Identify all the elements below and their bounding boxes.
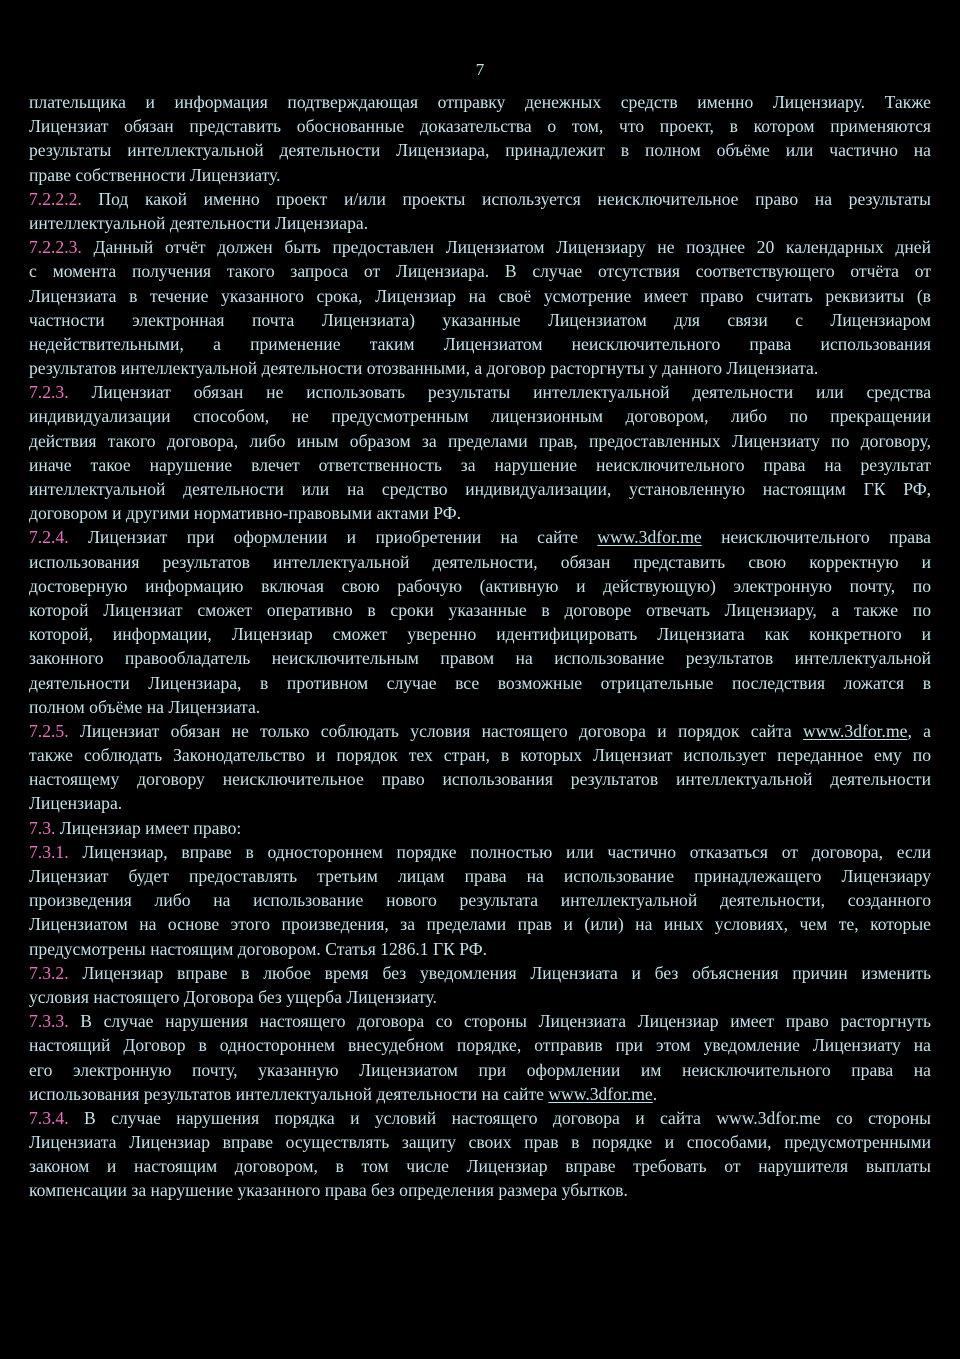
clause-number: 7.2.3.: [29, 382, 69, 403]
text-line: произведения либо на использование нового результата интеллектуальной деятельности, созданного: [29, 890, 931, 911]
clause-number: 7.2.4.: [29, 527, 69, 548]
text-line: [29, 1009, 931, 1033]
text-line: [29, 840, 931, 864]
text-line: недействительными, а применение таким Лицензиатом неисключительного права использования: [29, 333, 931, 354]
clause-number: 7.3.2.: [29, 962, 69, 983]
clause-7-2-4: [29, 525, 931, 719]
text-line: деятельности Лицензиара, в противном случае все возможные отрицательные последствия ложатся в: [29, 672, 931, 693]
text-line: результатов интеллектуальной деятельности отозванными, а договор расторгнуты у данного Лицензиата.: [29, 358, 819, 379]
clause-7-3-2: [29, 961, 931, 1009]
text-line: которой, информации, Лицензиар сможет уверенно идентифицировать Лицензиата как конкретного и: [29, 624, 931, 645]
text-line: [29, 380, 931, 404]
site-link[interactable]: www.3dfor.me: [597, 527, 702, 548]
clause-text: , а: [907, 720, 931, 741]
text-line: с момента получения такого запроса от Лицензиара. В случае отсутствия соответствующего отчёта от: [29, 261, 931, 282]
paragraph-continuation: [29, 90, 931, 187]
text-line: использования результатов интеллектуальной деятельности, обязан представить свою корректную и: [29, 551, 931, 572]
text-line: его электронную почту, указанную Лицензиатом при оформлении им неисключительного права на: [29, 1059, 931, 1080]
site-link[interactable]: www.3dfor.me: [548, 1083, 653, 1104]
clause-text: Лицензиат обязан не использовать результаты интеллектуальной деятельности или средства: [68, 382, 931, 403]
text-line: законом и настоящим договором, в том числе Лицензиар вправе требовать от нарушителя выплаты: [29, 1156, 931, 1177]
clause-7-2-2-3: [29, 235, 931, 380]
clause-text: Под какой именно проект и/или проекты используется неисключительное право на результаты: [81, 188, 931, 209]
clause-number: 7.3.: [29, 817, 56, 838]
text-line: [29, 961, 931, 985]
text-line: настоящему договору неисключительное право использования результатов интеллектуальной деятельности: [29, 769, 931, 790]
text-line: полном объёме на Лицензиата.: [29, 696, 261, 717]
clause-number: 7.3.4.: [29, 1107, 69, 1128]
text-line: [29, 1082, 931, 1106]
clause-number: 7.3.1.: [29, 841, 69, 862]
clause-text: В случае нарушения настоящего договора со стороны Лицензиата Лицензиар имеет право расторгнуть: [68, 1011, 931, 1032]
clause-7-3-1: [29, 840, 931, 961]
text-line: иначе такое нарушение влечет ответственность за нарушение неисключительного права на результат: [29, 454, 931, 475]
text-line: Лицензиат обязан представить обоснованные доказательства о том, что проект, в котором применяются: [29, 116, 931, 137]
site-link[interactable]: www.3dfor.me: [803, 720, 908, 741]
clause-text: неисключительного права: [701, 527, 931, 548]
text-line: интеллектуальной деятельности Лицензиара.: [29, 212, 369, 233]
text-line: [29, 235, 931, 259]
clause-text: Лицензиат при оформлении и приобретении на сайте: [68, 527, 598, 548]
text-line: которой Лицензиат сможет оперативно в сроки указанные в договоре отвечать Лицензиару, а также по: [29, 599, 931, 620]
clause-7-3: [29, 816, 931, 840]
text-line: [29, 816, 931, 840]
text-line: праве собственности Лицензиату.: [29, 164, 281, 185]
text-line: действия такого договора, либо иным образом за пределами прав, предоставленных Лицензиату по договору,: [29, 430, 931, 451]
clause-text: Лицензиат обязан не только соблюдать условия настоящего договора и порядок сайта: [68, 720, 804, 741]
clause-number: 7.2.2.2.: [29, 188, 82, 209]
text-line: интеллектуальной деятельности или на средство индивидуализации, установленную настоящим ГК РФ,: [29, 479, 931, 499]
text-line: частности электронная почта Лицензиата) указанные Лицензиатом для связи с Лицензиаром: [29, 309, 931, 330]
clause-7-3-3: [29, 1009, 931, 1106]
text-line: [29, 525, 931, 549]
clause-number: 7.2.2.3.: [29, 237, 82, 258]
text-line: результаты интеллектуальной деятельности Лицензиара, принадлежит в полном объёме или частично на: [29, 140, 931, 161]
clause-7-2-5: [29, 719, 931, 816]
text-line: также соблюдать Законодательство и порядок тех стран, в которых Лицензиат использует переданное ему по: [29, 745, 931, 766]
text-line: плательщика и информация подтверждающая отправку денежных средств именно Лицензиару. Также: [29, 92, 931, 112]
clause-text: В случае нарушения порядка и условий настоящего договора и сайта www.3dfor.me со стороны: [68, 1107, 931, 1128]
text-line: компенсации за нарушение указанного права без определения размера убытков.: [29, 1180, 628, 1201]
page-number: 7: [475, 60, 485, 79]
text-line: индивидуализации способом, не предусмотренным лицензионным договором, либо по прекращении: [29, 406, 931, 427]
clause-text: .: [652, 1083, 658, 1104]
text-line: Лицензиата в течение указанного срока, Лицензиар на своё усмотрение имеет право считать реквизиты (в: [29, 285, 931, 306]
text-line: настоящий Договор в одностороннем внесудебном порядке, отправив при этом уведомление Лицензиату на: [29, 1035, 931, 1056]
text-line: законного правообладатель неисключительным правом на использование результатов интеллектуальной: [29, 648, 931, 669]
text-line: условия настоящего Договора без ущерба Лицензиату.: [29, 986, 437, 1007]
clause-7-2-3: [29, 380, 931, 525]
clause-7-2-2-2: [29, 187, 931, 235]
text-line: Лицензиатом на основе этого произведения, за пределами прав и (или) на иных условиях, чем те, которые: [29, 914, 931, 935]
text-line: Лицензиара.: [29, 793, 123, 814]
text-line: достоверную информацию включая свою рабочую (активную и действующую) электронную почту, по: [29, 575, 931, 596]
clause-text: Данный отчёт должен быть предоставлен Лицензиатом Лицензиару не позднее 20 календарных дней: [81, 237, 931, 258]
clause-7-3-4: [29, 1106, 931, 1203]
clause-text: Лицензиар имеет право:: [55, 817, 242, 838]
clause-text: использования результатов интеллектуальной деятельности на сайте: [29, 1083, 549, 1104]
clause-number: 7.3.3.: [29, 1011, 69, 1032]
clause-text: Лицензиар, вправе в одностороннем порядке полностью или частично отказаться от договора, если: [68, 841, 931, 862]
text-line: [29, 187, 931, 211]
text-line: договором и другими нормативно-правовыми актами РФ.: [29, 503, 462, 524]
text-line: [29, 719, 931, 743]
text-line: Лицензиат будет предоставлять третьим лицам права на использование принадлежащего Лицензиару: [29, 866, 931, 886]
clause-text: Лицензиар вправе в любое время без уведомления Лицензиата и без объяснения причин изменить: [68, 962, 931, 983]
text-line: Лицензиата Лицензиар вправе осуществлять защиту своих прав в порядке и способами, предусмотренными: [29, 1132, 931, 1153]
clause-number: 7.2.5.: [29, 720, 69, 741]
text-line: [29, 1106, 931, 1130]
text-line: предусмотрены настоящим договором. Статья 1286.1 ГК РФ.: [29, 938, 488, 959]
